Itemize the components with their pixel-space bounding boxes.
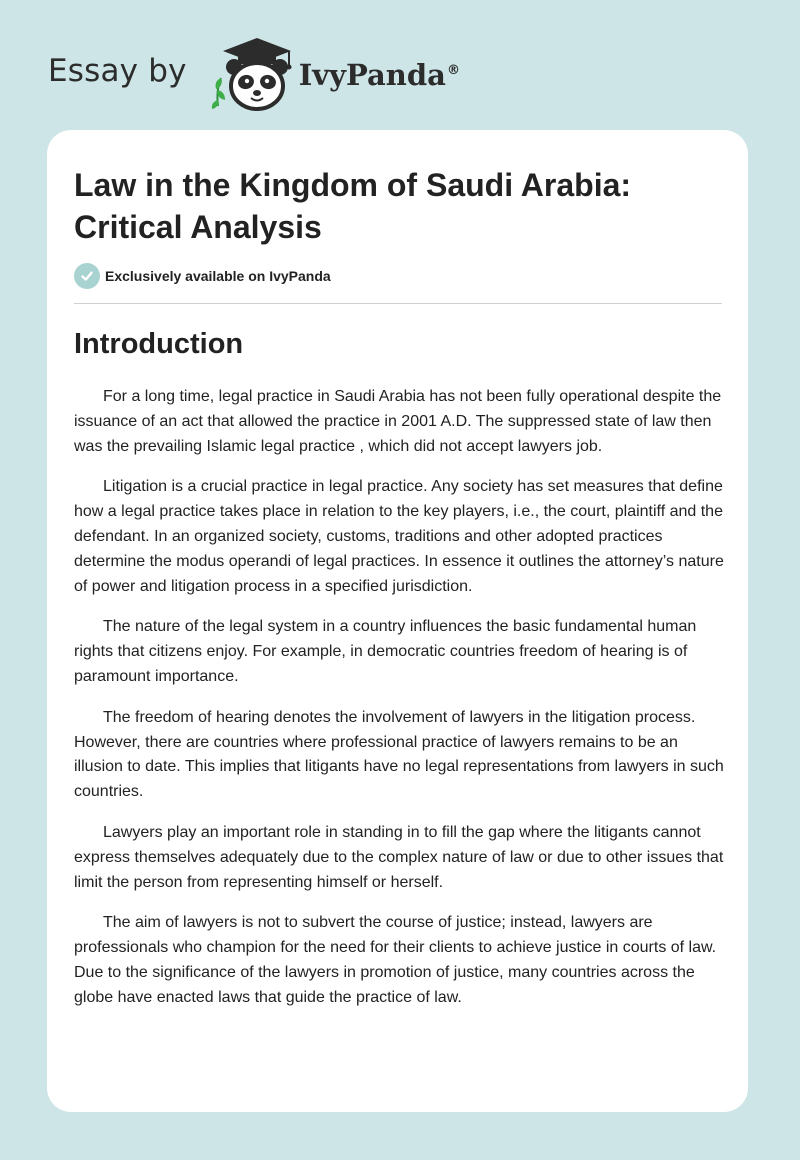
check-icon — [74, 263, 100, 289]
paragraph: Lawyers play an important role in standing in to fill the gap where the litigants cannot express themselves adequately due to the complex nature of law or due to other issues that limit the person from representing himself or herself. — [74, 823, 724, 891]
brand-name: IvyPanda® — [298, 58, 460, 92]
paragraph: The aim of lawyers is not to subvert the course of justice; instead, lawyers are professionals who champion for the need for their clients to achieve justice in courts of law. Due to the significance of the lawyers in promotion of justice, many countries across the globe have enacted laws that guide the practice of law. — [74, 914, 717, 1006]
badge-text: Exclusively available on IvyPanda — [105, 268, 331, 284]
section-heading: Introduction — [74, 328, 244, 360]
essay-body — [74, 385, 729, 1027]
paragraph: The freedom of hearing denotes the involvement of lawyers in the litigation process. However, there are countries where professional practice of lawyers remains to be an illusion to date. This implies that litigants have no legal representations from lawyers in such countries. — [74, 708, 724, 801]
brand-header[interactable] — [48, 34, 460, 114]
paragraph: The nature of the legal system in a country influences the basic fundamental human rights that citizens enjoy. For example, in democratic countries freedom of hearing is of paramount importance. — [74, 618, 697, 685]
registered-mark: ® — [446, 63, 460, 79]
paragraph: Litigation is a crucial practice in legal practice. Any society has set measures that define how a legal practice takes place in relation to the key players, i.e., the court, plaintiff and the defendant. In an organized society, customs, traditions and other adopted practices determine the modus operandi of legal practices. In essence it outlines the attorney’s nature of power and litigation process in a specified jurisdiction. — [74, 478, 724, 595]
panda-graduate-logo-icon — [205, 34, 297, 114]
exclusive-badge — [74, 263, 331, 289]
paragraph: For a long time, legal practice in Saudi Arabia has not been fully operational despite the issuance of an act that allowed the practice in 2001 A.D. The suppressed state of law then was the prevailing Islamic legal practice , which did not accept lawyers job. — [74, 388, 722, 455]
divider — [74, 303, 722, 304]
brand-prefix: Essay by — [48, 53, 187, 89]
essay-card — [47, 130, 748, 1112]
essay-title: Law in the Kingdom of Saudi Arabia: Critical Analysis — [74, 167, 632, 245]
